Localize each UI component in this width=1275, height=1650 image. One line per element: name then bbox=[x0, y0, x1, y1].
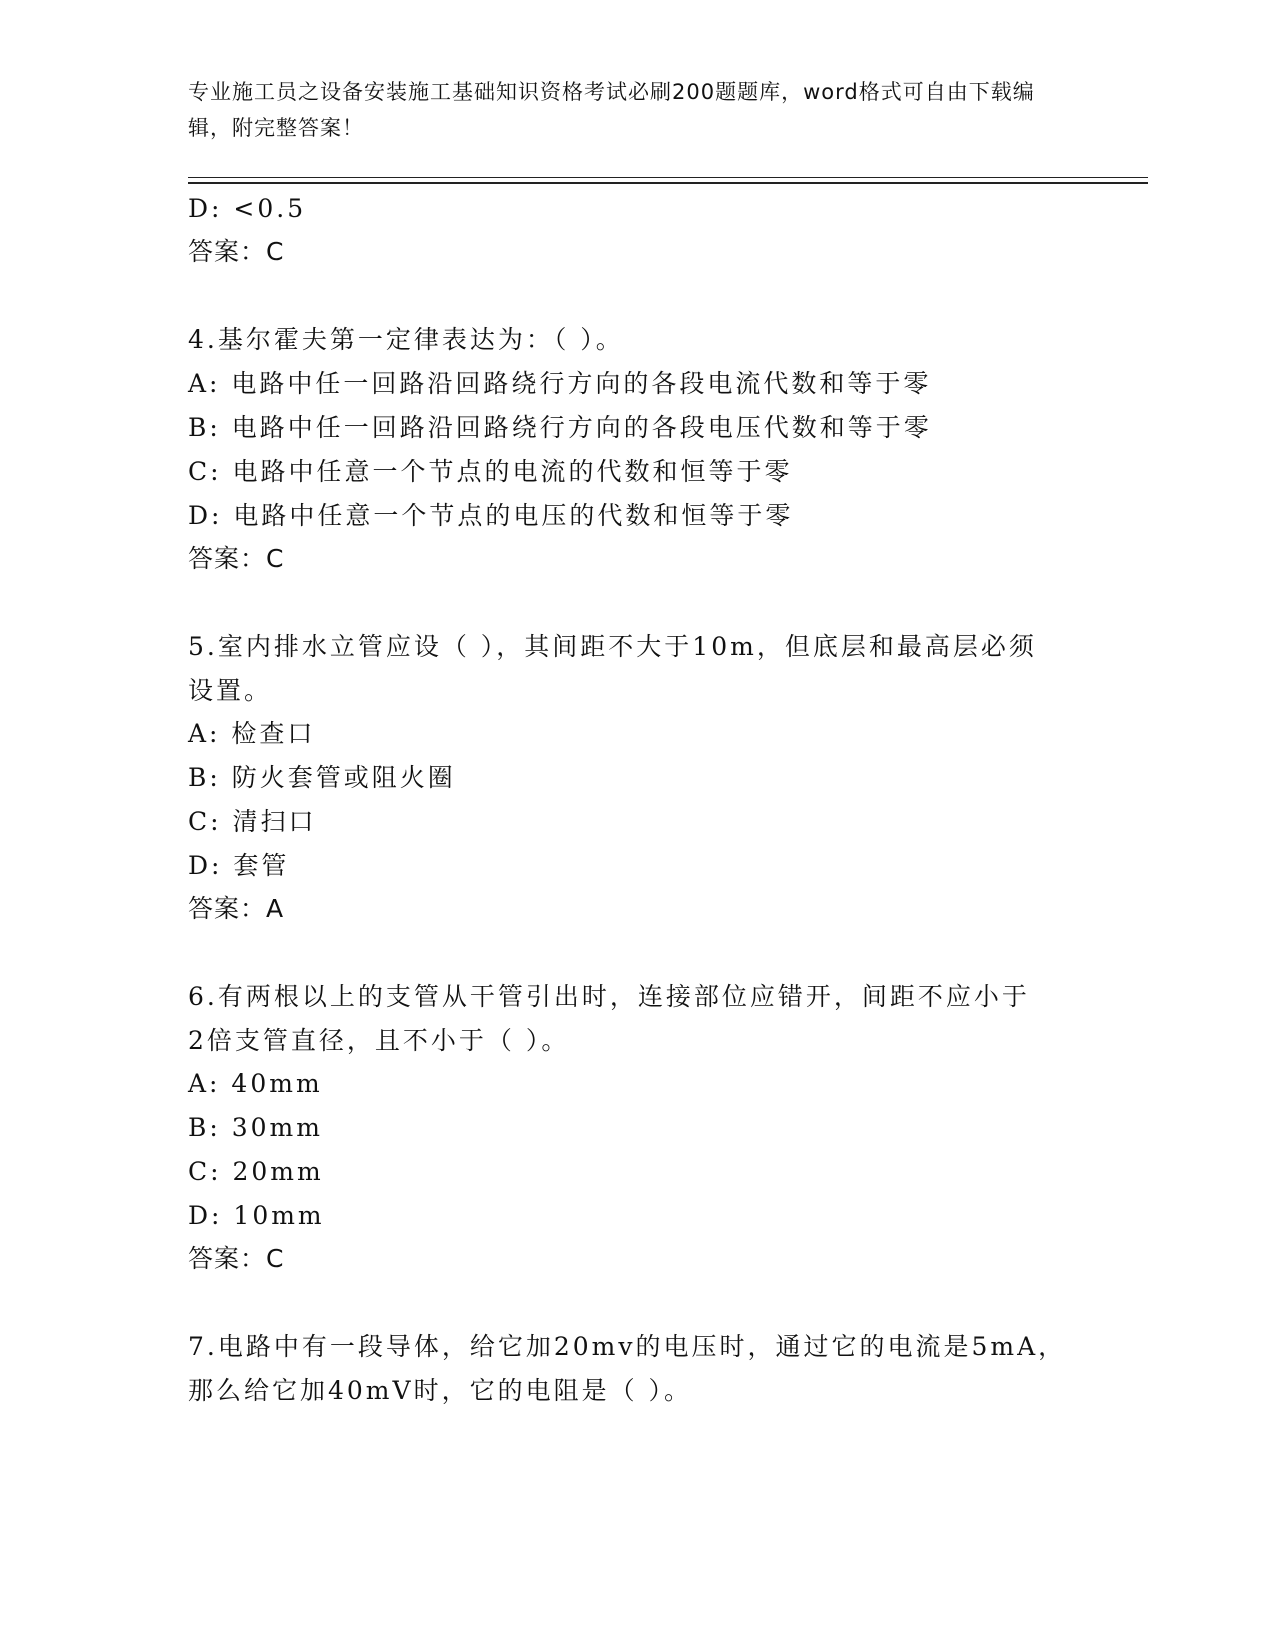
q4-answer: 答案：C bbox=[188, 544, 285, 573]
q5-answer: 答案：A bbox=[188, 894, 285, 923]
q6-option-c: C: 20mm bbox=[188, 1157, 324, 1186]
q7-stem-line2: 那么给它加40mV时，它的电阻是（ ）。 bbox=[188, 1376, 693, 1405]
prev-answer: 答案：C bbox=[188, 237, 285, 266]
q5-option-d: D: 套管 bbox=[188, 851, 290, 880]
q6-stem-line2: 2倍支管直径，且不小于（ ）。 bbox=[188, 1026, 570, 1055]
q5-option-c: C: 清扫口 bbox=[188, 807, 317, 836]
q5-option-b: B: 防火套管或阻火圈 bbox=[188, 763, 456, 792]
header-divider-thin bbox=[188, 177, 1148, 178]
q6-option-a: A: 40mm bbox=[188, 1069, 323, 1098]
prev-option-d: D: <0.5 bbox=[188, 194, 307, 223]
q5-stem-line2: 设置。 bbox=[188, 676, 273, 705]
q5-stem-line1: 5.室内排水立管应设（ ），其间距不大于10m，但底层和最高层必须 bbox=[188, 632, 1037, 661]
q6-stem-line1: 6.有两根以上的支管从干管引出时，连接部位应错开，间距不应小于 bbox=[188, 982, 1030, 1011]
q7-stem-line1: 7.电路中有一段导体，给它加20mv的电压时，通过它的电流是5mA， bbox=[188, 1332, 1067, 1361]
q4-stem: 4.基尔霍夫第一定律表达为：（ ）。 bbox=[188, 325, 624, 354]
header-divider-thick bbox=[188, 182, 1148, 184]
q6-answer: 答案：C bbox=[188, 1244, 285, 1273]
q4-option-a: A: 电路中任一回路沿回路绕行方向的各段电流代数和等于零 bbox=[188, 369, 932, 398]
q6-option-d: D: 10mm bbox=[188, 1201, 325, 1230]
q4-option-c: C: 电路中任意一个节点的电流的代数和恒等于零 bbox=[188, 457, 793, 486]
page-header-title: 专业施工员之设备安装施工基础知识资格考试必刷200题题库，word格式可自由下载编辑，附完整答案！ bbox=[188, 80, 1035, 140]
q6-option-b: B: 30mm bbox=[188, 1113, 323, 1142]
q5-option-a: A: 检查口 bbox=[188, 719, 316, 748]
q4-option-d: D: 电路中任意一个节点的电压的代数和恒等于零 bbox=[188, 501, 794, 530]
q4-option-b: B: 电路中任一回路沿回路绕行方向的各段电压代数和等于零 bbox=[188, 413, 932, 442]
